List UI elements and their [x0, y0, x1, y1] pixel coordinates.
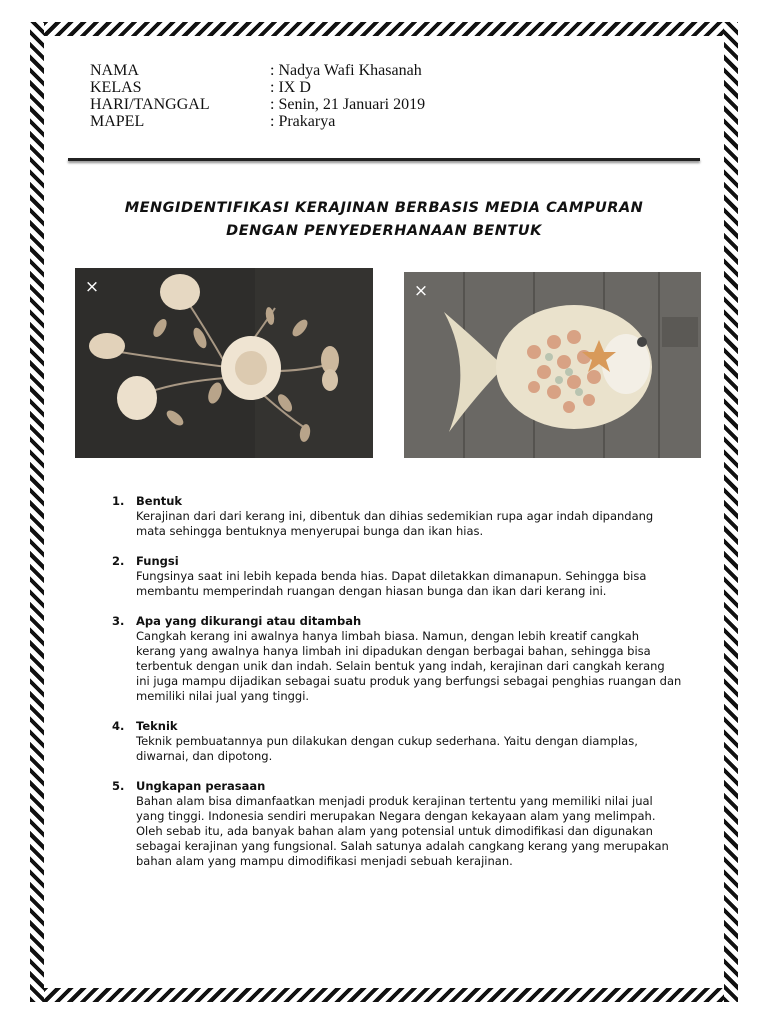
item-heading: Fungsi	[136, 554, 179, 568]
identity-label: MAPEL	[90, 113, 145, 130]
identity-label: HARI/TANGGAL	[90, 96, 210, 113]
identity-row-nama	[90, 62, 425, 79]
identity-value: : Senin, 21 Januari 2019	[270, 96, 426, 113]
identity-value: : Nadya Wafi Khasanah	[270, 62, 422, 79]
identity-value: : IX D	[270, 79, 311, 96]
identity-row-hari-tanggal	[90, 96, 425, 113]
header-divider	[68, 158, 700, 161]
list-item	[112, 779, 682, 869]
close-icon[interactable]: ×	[413, 281, 429, 301]
item-body	[136, 494, 682, 539]
list-item	[112, 554, 682, 599]
item-text: Teknik pembuatannya pun dilakukan dengan cukup sederhana. Yaitu dengan diamplas, diwarnai, dan dipotong.	[136, 734, 638, 763]
shell-fish-illustration	[404, 272, 701, 458]
shell-flower-photo	[75, 268, 373, 458]
item-body	[136, 614, 682, 704]
item-text: Bahan alam bisa dimanfaatkan menjadi produk kerajinan tertentu yang memiliki nilai jual yang tinggi. Indonesia sendiri merupakan Negara dengan kekayaan alam yang melimpah. Oleh sebab itu, ada banyak bahan alam yang potensial untuk dimodifikasi dan digunakan sebagai kerajinan yang fungsional. Salah satunya adalah cangkang kerang yang merupakan bahan alam yang mampu dimodifikasi menjadi sebuah kerajinan.	[136, 794, 669, 868]
item-body	[136, 554, 682, 599]
page-border-top	[30, 22, 738, 36]
item-text: Fungsinya saat ini lebih kepada benda hias. Dapat diletakkan dimanapun. Sehingga bisa membantu memperindah ruangan dengan hiasan bunga dan ikan dari kerang ini.	[136, 569, 647, 598]
shell-flower-illustration	[75, 268, 373, 458]
identity-row-kelas	[90, 79, 425, 96]
list-item	[112, 614, 682, 704]
identity-label: NAMA	[90, 62, 139, 79]
item-body	[136, 779, 682, 869]
page-border-right	[724, 22, 738, 1002]
item-number: 2.	[112, 554, 125, 568]
item-heading: Teknik	[136, 719, 178, 733]
item-text: Cangkah kerang ini awalnya hanya limbah biasa. Namun, dengan lebih kreatif cangkah kerang yang awalnya hanya limbah ini dipadukan dengan berbagai bahan, sehingga bisa terbentuk dengan unik dan indah. Selain bentuk yang indah, kerajinan dari cangkah kerang ini juga mampu dijadikan sebagai suatu produk yang berfungsi sebagai penghias ruangan dan memiliki nilai jual yang tinggi.	[136, 629, 682, 703]
page-border-left	[30, 22, 44, 1002]
item-heading: Ungkapan perasaan	[136, 779, 266, 793]
item-number: 1.	[112, 494, 125, 508]
shell-fish-photo	[404, 272, 701, 458]
item-heading: Bentuk	[136, 494, 183, 508]
item-number: 5.	[112, 779, 125, 793]
close-icon[interactable]: ×	[84, 277, 100, 297]
analysis-list	[112, 494, 682, 884]
list-item	[112, 494, 682, 539]
identity-table	[90, 62, 425, 130]
identity-label: KELAS	[90, 79, 142, 96]
item-number: 3.	[112, 614, 125, 628]
page-border-bottom	[30, 988, 738, 1002]
item-number: 4.	[112, 719, 125, 733]
identity-value: : Prakarya	[270, 113, 336, 130]
item-heading: Apa yang dikurangi atau ditambah	[136, 614, 362, 628]
item-text: Kerajinan dari dari kerang ini, dibentuk dan dihias sedemikian rupa agar indah dipandang mata sehingga bentuknya menyerupai bunga dan ikan hias.	[136, 509, 654, 538]
list-item	[112, 719, 682, 764]
identity-row-mapel	[90, 113, 425, 130]
document-title	[60, 197, 708, 243]
title-line-1: MENGIDENTIFIKASI KERAJINAN BERBASIS MEDIA CAMPURAN	[124, 200, 644, 216]
item-body	[136, 719, 682, 764]
title-line-2: DENGAN PENYEDERHANAAN BENTUK	[226, 223, 542, 239]
